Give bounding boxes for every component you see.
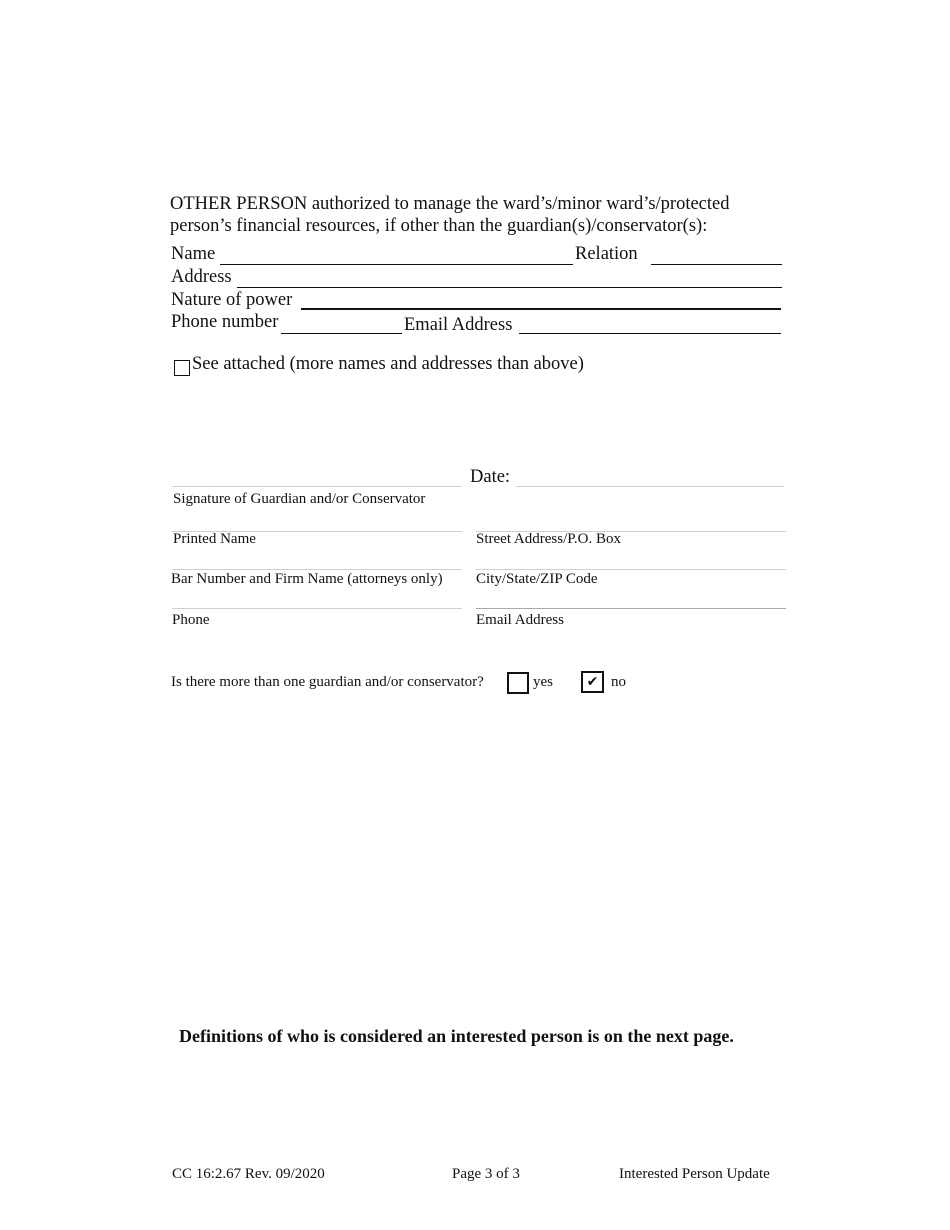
see-attached-checkbox[interactable] xyxy=(174,360,190,376)
email-label: Email Address xyxy=(476,612,564,628)
yes-label: yes xyxy=(533,674,553,690)
yes-checkbox[interactable] xyxy=(507,672,529,694)
name-field[interactable] xyxy=(220,264,573,265)
name-label: Name xyxy=(171,244,216,264)
phone-label: Phone xyxy=(172,612,210,628)
phone-number-field[interactable] xyxy=(281,333,402,334)
street-address-label: Street Address/P.O. Box xyxy=(476,531,622,547)
phone-number-label: Phone number xyxy=(171,312,279,332)
printed-name-label: Printed Name xyxy=(173,531,256,547)
bar-number-field[interactable] xyxy=(172,569,462,570)
check-mark-icon: ✔ xyxy=(586,674,599,690)
date-field[interactable] xyxy=(516,486,784,487)
footer-page-number: Page 3 of 3 xyxy=(452,1166,520,1182)
definitions-note: Definitions of who is considered an interested person is on the next page. xyxy=(179,1026,734,1046)
relation-field[interactable] xyxy=(651,264,782,265)
no-label: no xyxy=(611,674,626,690)
signature-label: Signature of Guardian and/or Conservator xyxy=(173,491,426,507)
more-than-one-question: Is there more than one guardian and/or conservator? xyxy=(171,674,484,690)
city-state-zip-field[interactable] xyxy=(476,569,786,570)
other-person-intro-line1: OTHER PERSON authorized to manage the ward’s/minor ward’s/protected xyxy=(170,194,730,214)
other-person-intro-line2: person’s financial resources, if other than the guardian(s)/conservator(s): xyxy=(170,216,708,236)
footer-form-number: CC 16:2.67 Rev. 09/2020 xyxy=(172,1166,325,1182)
date-label: Date: xyxy=(470,467,511,487)
no-checkbox[interactable] xyxy=(581,671,604,693)
nature-of-power-label: Nature of power xyxy=(171,290,293,310)
email-address-label: Email Address xyxy=(404,315,513,335)
email-field[interactable] xyxy=(476,608,786,609)
signature-field[interactable] xyxy=(172,486,462,487)
email-address-field[interactable] xyxy=(519,333,781,334)
footer-title: Interested Person Update xyxy=(619,1166,770,1182)
bar-number-label: Bar Number and Firm Name (attorneys only) xyxy=(171,571,443,587)
relation-label: Relation xyxy=(575,244,638,264)
address-label: Address xyxy=(171,267,232,287)
nature-of-power-field[interactable] xyxy=(301,308,781,310)
see-attached-label: See attached (more names and addresses than above) xyxy=(192,354,584,374)
city-state-zip-label: City/State/ZIP Code xyxy=(476,571,598,587)
phone-field[interactable] xyxy=(172,608,462,609)
address-field[interactable] xyxy=(237,287,782,288)
